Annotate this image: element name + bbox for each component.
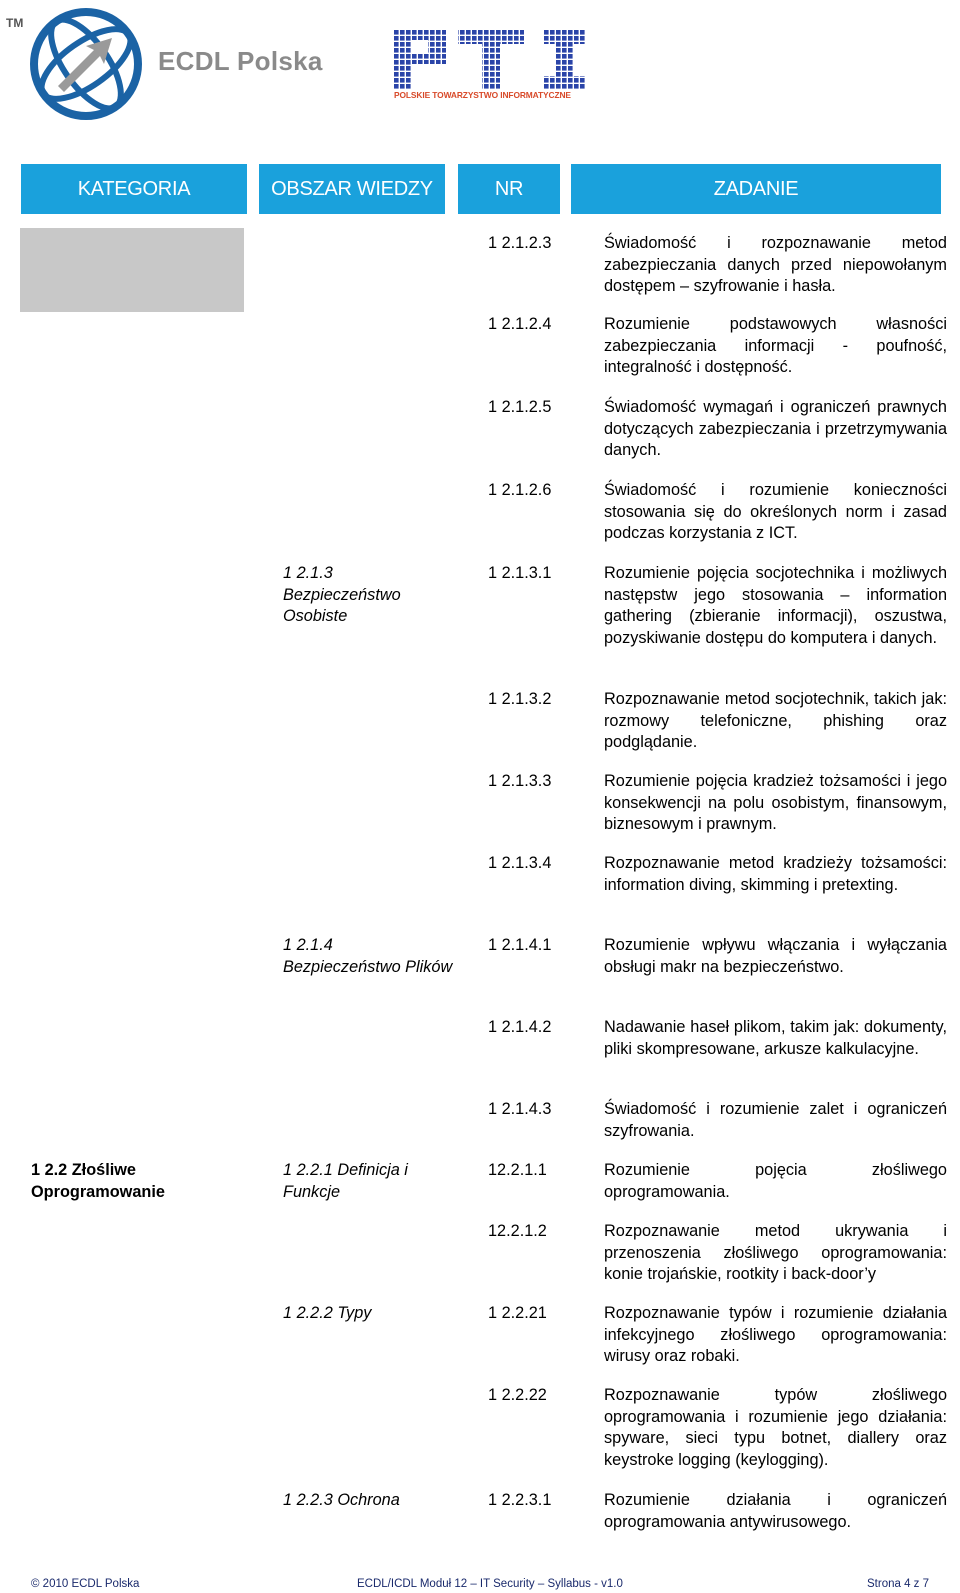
footer-document-title: ECDL/ICDL Moduł 12 – IT Security – Syllabus - v1.0	[357, 1578, 623, 1590]
task-cell: Rozpoznawanie metod socjotechnik, takich jak: rozmowy telefoniczne, phishing oraz podglądanie.	[604, 690, 947, 752]
task-cell: Rozpoznawanie metod ukrywania i przenoszenia złośliwego oprogramowania: konie trojańskie, rootkity i back-door’y	[604, 1222, 947, 1284]
pti-subtitle: POLSKIE TOWARZYSTWO INFORMATYCZNE	[394, 90, 571, 100]
nr-cell: 1 2.1.3.4	[488, 854, 552, 872]
footer-copyright: © 2010 ECDL Polska	[31, 1578, 140, 1590]
nr-cell: 1 2.1.2.5	[488, 398, 552, 416]
task-cell: Rozumienie pojęcia złośliwego oprogramowania.	[604, 1161, 947, 1201]
category-placeholder-box	[20, 228, 244, 312]
nr-cell: 1 2.1.3.3	[488, 772, 552, 790]
footer-page-number: Strona 4 z 7	[867, 1578, 930, 1590]
pti-logo	[394, 30, 586, 90]
nr-cell: 1 2.1.4.2	[488, 1018, 552, 1036]
area-cell: 1 2.1.3 Bezpieczeństwo Osobiste	[283, 564, 401, 626]
task-cell: Rozumienie działania i ograniczeń oprogramowania antywirusowego.	[604, 1491, 947, 1531]
task-cell: Świadomość i rozumienie konieczności stosowania się do określonych norm i zasad podczas korzystania z ICT.	[604, 481, 947, 543]
task-cell: Rozpoznawanie typów złośliwego oprogramowania i rozumienie jego działania: spyware, sieci typu botnet, diallery oraz keystroke logging (keylogging).	[604, 1386, 947, 1470]
area-cell: 1 2.2.2 Typy	[283, 1304, 372, 1322]
task-cell: Rozumienie wpływu włączania i wyłączania obsługi makr na bezpieczeństwo.	[604, 936, 947, 976]
nr-cell: 1 2.1.4.3	[488, 1100, 552, 1118]
task-cell: Rozumienie pojęcia kradzież tożsamości i jego konsekwencji na polu osobistym, finansowym, biznesowym i prawnym.	[604, 772, 947, 834]
nr-cell: 1 2.2.21	[488, 1304, 547, 1322]
ecdl-globe-logo	[28, 6, 144, 122]
nr-cell: 1 2.2.3.1	[488, 1491, 552, 1509]
nr-cell: 1 2.1.3.1	[488, 564, 552, 582]
nr-cell: 1 2.1.2.4	[488, 315, 552, 333]
header-zadanie: ZADANIE	[571, 164, 941, 214]
nr-cell: 12.2.1.1	[488, 1161, 547, 1179]
nr-cell: 1 2.1.4.1	[488, 936, 552, 954]
nr-cell: 1 2.2.22	[488, 1386, 547, 1404]
nr-cell: 1 2.1.2.3	[488, 234, 552, 252]
nr-cell: 12.2.1.2	[488, 1222, 547, 1240]
nr-cell: 1 2.1.2.6	[488, 481, 552, 499]
task-cell: Nadawanie haseł plikom, takim jak: dokumenty, pliki skompresowane, arkusze kalkulacyjne.	[604, 1018, 947, 1058]
nr-cell: 1 2.1.3.2	[488, 690, 552, 708]
task-cell: Rozumienie pojęcia socjotechnika i możliwych następstw jego stosowania – information gathering (zbieranie informacji), oszustwa, pozyskiwanie dostępu do komputera i danych.	[604, 564, 947, 648]
ecdl-logo-text: ECDL Polska	[158, 46, 323, 76]
header-kategoria: KATEGORIA	[21, 164, 247, 214]
area-cell: 1 2.2.3 Ochrona	[283, 1491, 400, 1509]
header-nr: NR	[458, 164, 560, 214]
task-cell: Rozumienie podstawowych własności zabezpieczania informacji - poufność, integralność i dostępność.	[604, 315, 947, 377]
task-cell: Świadomość wymagań i ograniczeń prawnych dotyczących zabezpieczania i przetrzymywania danych.	[604, 398, 947, 460]
task-cell: Rozpoznawanie metod kradzieży tożsamości: information diving, skimming i pretexting.	[604, 854, 947, 894]
category-cell: 1 2.2 Złośliwe Oprogramowanie	[31, 1161, 165, 1201]
header-obszar-wiedzy: OBSZAR WIEDZY	[259, 164, 445, 214]
area-cell: 1 2.2.1 Definicja i Funkcje	[283, 1161, 408, 1201]
task-cell: Świadomość i rozumienie zalet i ograniczeń szyfrowania.	[604, 1100, 947, 1140]
task-cell: Rozpoznawanie typów i rozumienie działania infekcyjnego złośliwego oprogramowania: wirusy oraz robaki.	[604, 1304, 947, 1366]
task-cell: Świadomość i rozpoznawanie metod zabezpieczania danych przed niepowołanym dostępem – szyfrowanie i hasła.	[604, 234, 947, 296]
area-cell: 1 2.1.4 Bezpieczeństwo Plików	[283, 936, 453, 976]
trademark-mark: TM	[6, 16, 24, 30]
